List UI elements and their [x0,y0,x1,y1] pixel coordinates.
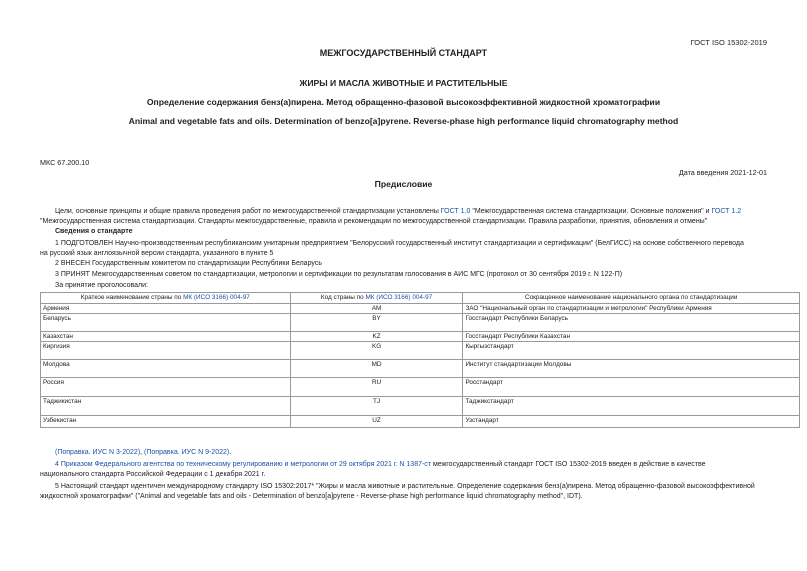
voting-table [40,292,800,428]
order-link[interactable]: 4 Приказом Федерального агентства по техническому регулированию и метрологии от 29 октября 2021 г. N 1387-ст [55,461,432,468]
intro-date: Дата введения 2021-12-01 [678,168,767,177]
preface-paragraph-1: Цели, основные принципы и общие правила проведения работ по межгосударственной стандартизации установлены ГОСТ 1.0 "Межгосударственная система стандартизации. Основные положения" и ГОСТ 1.2 [55,208,742,215]
item-4-cont: национального стандарта Российской Федерации с 1 декабря 2021 г. [40,471,266,478]
amendment-link[interactable]: (Поправка. ИУС N 9-2022) [144,449,230,456]
amendments-line: (Поправка. ИУС N 3-2022), (Поправка. ИУС N 9-2022). [55,449,232,456]
preface-paragraph-1-cont: "Межгосударственная система стандартизации. Стандарты межгосударственные, правила и рекомендации по межгосударственной стандартизации. Правила разработки, принятия, обновления и отмены" [40,218,708,225]
document-title: ЖИРЫ И МАСЛА ЖИВОТНЫЕ И РАСТИТЕЛЬНЫЕ [299,78,508,88]
item-4: 4 Приказом Федерального агентства по техническому регулированию и метрологии от 29 октября 2021 г. N 1387-ст межгосударственный стандарт ГОСТ ISO 15302-2019 введен в действие в качестве [55,461,706,468]
mks-code: МКС 67.200.10 [40,158,90,167]
item-5-cont: жидкостной хроматографии" ("Animal and vegetable fats and oils - Determination of benzo[a]pyrene - Reverse-phase high performance liquid chromatography method", IDT). [40,493,583,500]
gost-1-2-link[interactable]: ГОСТ 1.2 [711,208,742,215]
table-row: Таджикистан TJ Таджикстандарт [41,397,800,416]
interstate-standard-title: МЕЖГОСУДАРСТВЕННЫЙ СТАНДАРТ [319,48,488,58]
mk-iso-link[interactable]: МК (ИСО 3166) 004-97 [183,294,250,301]
document-subtitle-en: Animal and vegetable fats and oils. Determination of benzo[a]pyrene. Reverse-phase high performance liquid chromatography method [128,116,679,126]
table-row: Молдова MD Институт стандартизации Молдовы [41,360,800,378]
gost-1-0-link[interactable]: ГОСТ 1.0 [440,208,471,215]
column-header-body: Сокращенное наименование национального органа по стандартизации [463,293,800,304]
item-1: 1 ПОДГОТОВЛЕН Научно-производственным республиканским унитарным предприятием "Белорусский государственный институт стандартизации и сертификации" (БелГИСС) на основе собственного перевода [55,240,744,247]
table-row: Киргизия KG Кыргызстандарт [41,342,800,360]
mk-iso-link[interactable]: МК (ИСО 3166) 004-97 [365,294,433,301]
table-row: Россия RU Росстандарт [41,378,800,397]
item-1-cont: на русский язык англоязычной версии стандарта, указанного в пункте 5 [40,250,274,257]
item-3: 3 ПРИНЯТ Межгосударственным советом по стандартизации, метрологии и сертификации по результатам голосования в АИС МГС (протокол от 30 сентября 2019 г. N 122-П) [55,271,623,278]
item-5: 5 Настоящий стандарт идентичен международному стандарту ISO 15302:2017* "Жиры и масла животные и растительные. Определение содержания бенз(а)пирена. Метод обращенно-фазовой высокоэффективной [55,483,755,490]
column-header-code: Код страны по МК (ИСО 3166) 004-97 [290,293,463,304]
column-header-country: Краткое наименование страны по МК (ИСО 3166) 004-97 [41,293,291,304]
table-row: Армения AM ЗАО "Национальный орган по стандартизации и метрологии" Республики Армения [41,304,800,314]
table-row: Беларусь BY Госстандарт Республики Беларусь [41,314,800,332]
preface-heading: Предисловие [374,179,433,189]
table-row: Казахстан KZ Госстандарт Республики Казахстан [41,332,800,342]
table-row: Узбекистан UZ Узстандарт [41,416,800,428]
amendment-link[interactable]: (Поправка. ИУС N 3-2022) [55,449,141,456]
document-subtitle-ru: Определение содержания бенз(а)пирена. Метод обращенно-фазовой высокоэффективной жидкостной хроматографии [146,97,661,107]
voted-for-label: За принятие проголосовали: [55,282,148,289]
standard-code: ГОСТ ISO 15302-2019 [690,38,767,47]
info-heading: Сведения о стандарте [55,228,133,235]
table-header-row [41,293,800,304]
item-2: 2 ВНЕСЕН Государственным комитетом по стандартизации Республики Беларусь [55,260,322,267]
